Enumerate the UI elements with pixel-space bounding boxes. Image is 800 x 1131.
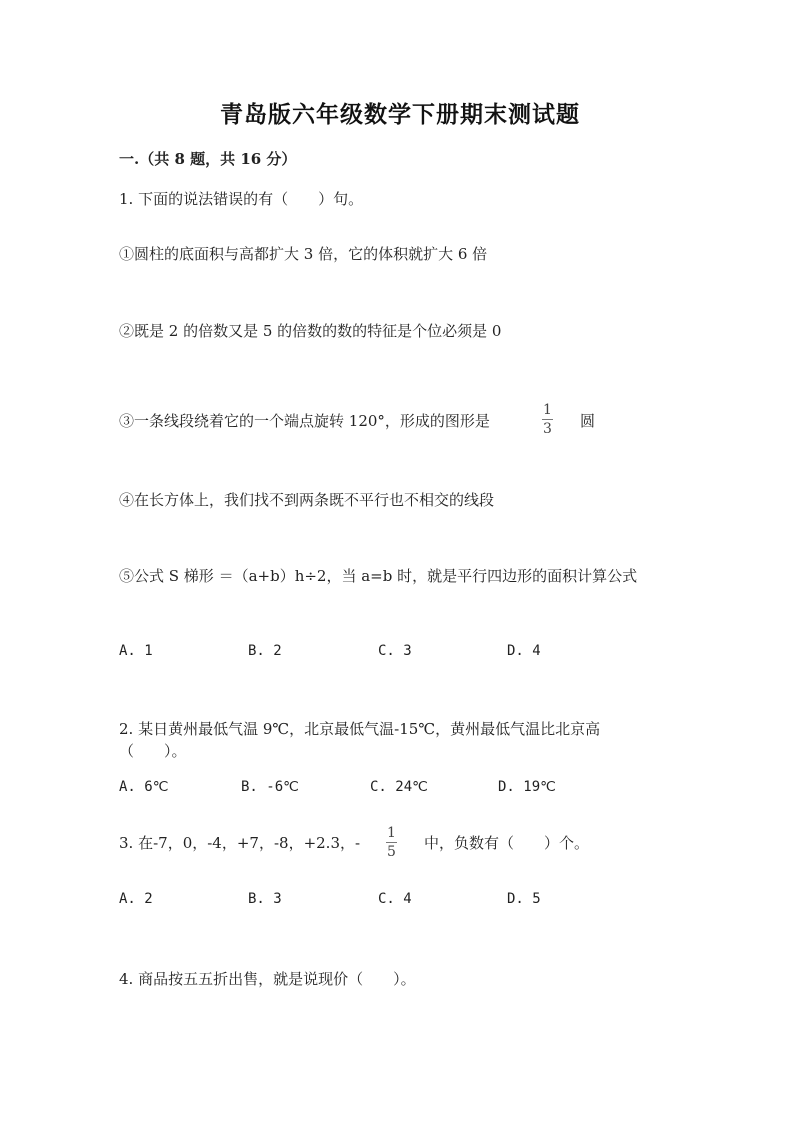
- question-1-statement-3: ③一条线段绕着它的一个端点旋转 120°，形成的图形是: [119, 412, 490, 430]
- fraction-numerator: 1: [387, 825, 396, 841]
- question-3-option-b: B. 3: [248, 891, 282, 907]
- fraction-one-fifth: [386, 825, 397, 860]
- question-2-option-a: A. 6℃: [119, 779, 169, 795]
- question-1-statement-5: ⑤公式 S 梯形 ＝（a+b）h÷2，当 a=b 时，就是平行四边形的面积计算公式: [119, 567, 638, 585]
- question-1-statement-2: ②既是 2 的倍数又是 5 的倍数的数的特征是个位必须是 0: [119, 322, 502, 340]
- question-1-statement-1: ①圆柱的底面积与高都扩大 3 倍，它的体积就扩大 6 倍: [119, 245, 488, 263]
- fraction-bar: [542, 419, 553, 420]
- fraction-numerator: 1: [543, 402, 552, 418]
- question-3-stem: 3. 在-7，0，-4，+7，-8，+2.3，-: [119, 834, 361, 852]
- question-3-option-c: C. 4: [378, 891, 412, 907]
- question-1-option-d: D. 4: [507, 643, 541, 659]
- question-3-option-d: D. 5: [507, 891, 541, 907]
- question-3-option-a: A. 2: [119, 891, 153, 907]
- fraction-denominator: 3: [543, 421, 552, 437]
- question-1-stem: 1. 下面的说法错误的有（ ）句。: [119, 190, 364, 208]
- question-1-option-b: B. 2: [248, 643, 282, 659]
- fraction-one-third: [542, 402, 553, 437]
- question-1-statement-4: ④在长方体上，我们找不到两条既不平行也不相交的线段: [119, 491, 495, 509]
- question-2-option-c: C. 24℃: [370, 779, 428, 795]
- question-1-option-a: A. 1: [119, 643, 153, 659]
- question-2-option-d: D. 19℃: [498, 779, 556, 795]
- question-1-option-c: C. 3: [378, 643, 412, 659]
- section-heading: 一.（共 8 题，共 16 分）: [119, 150, 297, 168]
- question-2-stem-line-2: （ ）。: [119, 742, 187, 760]
- question-2-option-b: B. -6℃: [241, 779, 299, 795]
- question-1-statement-3-tail: 圆: [580, 412, 596, 430]
- page-title: 青岛版六年级数学下册期末测试题: [220, 101, 580, 128]
- fraction-bar: [386, 842, 397, 843]
- fraction-denominator: 5: [387, 844, 396, 860]
- question-2-stem: 2. 某日黄州最低气温 9℃，北京最低气温-15℃，黄州最低气温比北京高: [119, 720, 601, 738]
- question-4-stem: 4. 商品按五五折出售，就是说现价（ ）。: [119, 970, 416, 988]
- question-3-stem-tail: 中，负数有（ ）个。: [424, 834, 590, 852]
